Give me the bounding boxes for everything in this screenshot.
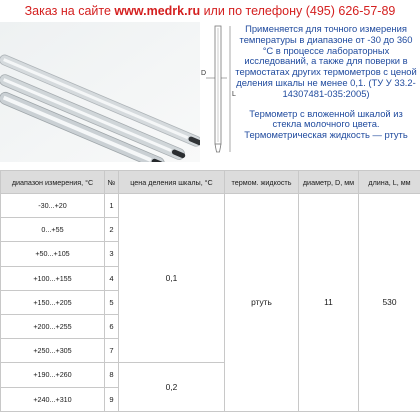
table-header-row <box>1 171 420 194</box>
description-paragraph-2: Термометр с вложенной шкалой из стекла молочного цвета. Термометрическая жидкость — ртуть <box>244 107 408 141</box>
cell-division-group-2: 0,2 <box>119 363 225 411</box>
product-description <box>234 24 418 141</box>
cell-number: 5 <box>105 290 119 314</box>
banner-phone: или по телефону (495) 626-57-89 <box>203 4 396 18</box>
cell-range: +100...+155 <box>1 266 105 290</box>
description-paragraph-1: Применяется для точного измерения температуры в диапазоне от -30 до 360 °С в процессе лабораторных исследований, а также для поверки в термостатах других термометров с ценой деления шкалы не менее 0,1. (ТУ У 33.2-14307481-035:2005) <box>235 23 417 99</box>
cell-liquid: ртуть <box>225 194 299 412</box>
thermometers-photo <box>0 22 200 162</box>
cell-number: 2 <box>105 218 119 242</box>
cell-number: 7 <box>105 339 119 363</box>
cell-range: +200...+255 <box>1 314 105 338</box>
header-division: цена деления шкалы, °С <box>119 171 225 194</box>
cell-length: 530 <box>359 194 420 412</box>
table-row <box>1 194 420 218</box>
banner-prefix: Заказ на сайте <box>24 4 111 18</box>
cell-range: 0...+55 <box>1 218 105 242</box>
length-label: L <box>232 91 236 98</box>
cell-range: +240...+310 <box>1 387 105 411</box>
header-length: длина, L, мм <box>359 171 420 194</box>
cell-number: 4 <box>105 266 119 290</box>
cell-number: 3 <box>105 242 119 266</box>
cell-number: 6 <box>105 314 119 338</box>
cell-range: +250...+305 <box>1 339 105 363</box>
order-banner <box>0 0 420 22</box>
cell-range: +50...+105 <box>1 242 105 266</box>
cell-number: 1 <box>105 194 119 218</box>
cell-diameter: 11 <box>299 194 359 412</box>
cell-division-group-1: 0,1 <box>119 194 225 363</box>
specifications-table <box>0 170 420 412</box>
cell-range: -30...+20 <box>1 194 105 218</box>
cell-range: +190...+260 <box>1 363 105 387</box>
header-number: № <box>105 171 119 194</box>
cell-number: 9 <box>105 387 119 411</box>
header-diameter: диаметр, D, мм <box>299 171 359 194</box>
header-liquid: термом. жидкость <box>225 171 299 194</box>
cell-number: 8 <box>105 363 119 387</box>
cell-range: +150...+205 <box>1 290 105 314</box>
header-range: диапазон измерения, °С <box>1 171 105 194</box>
thermometer-drawing <box>194 22 238 162</box>
diameter-label: D <box>201 70 207 77</box>
banner-site-link[interactable]: www.medrk.ru <box>114 4 201 18</box>
